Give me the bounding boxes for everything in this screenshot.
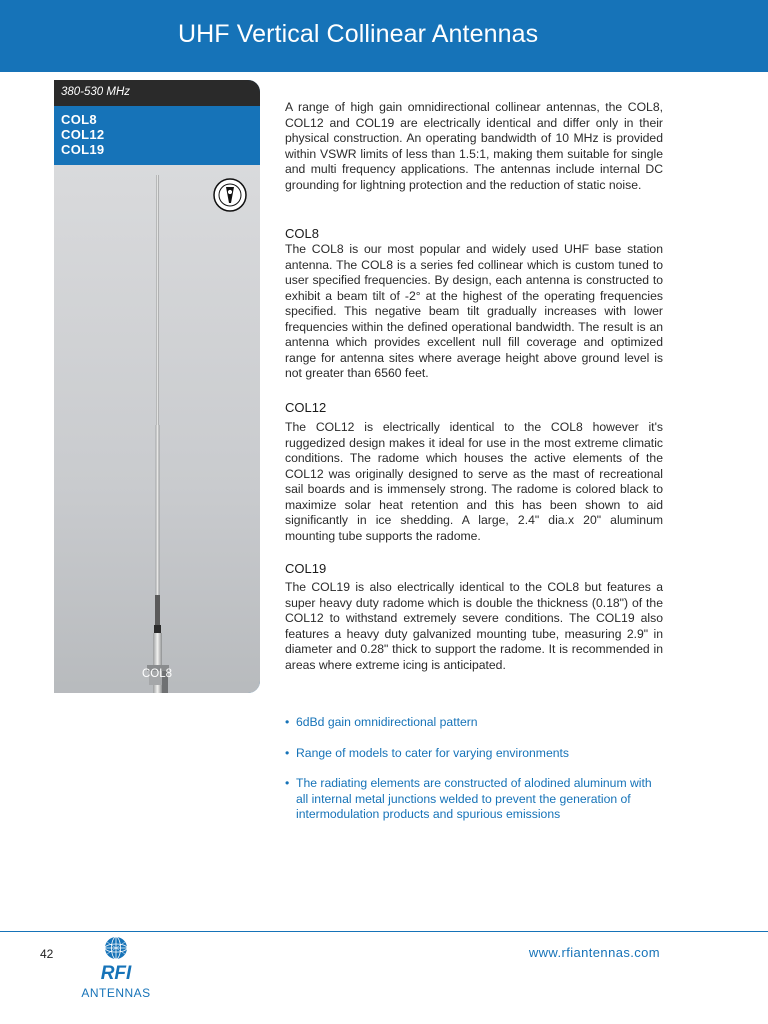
photo-caption: COL8 <box>141 668 173 680</box>
custom-tuned-stamp-icon <box>214 179 246 211</box>
section-body-col19: The COL19 is also electrically identical to the COL8 but features a super heavy duty radome which is double the thickness (0.18") of the COL12 to withstand extremely severe conditions. The COL19 also features a heavy duty galvanized mounting tube, measuring 2.9" in diameter and 0.28" thick to support the radome. It is recommended in areas where extreme icing is anticipated. <box>285 580 663 672</box>
feature-item: • Range of models to cater for varying environments <box>285 745 569 760</box>
svg-text:RFI: RFI <box>100 963 132 984</box>
antenna-photo <box>54 165 260 693</box>
footer-divider <box>0 931 768 932</box>
feature-item: • 6dBd gain omnidirectional pattern <box>285 715 478 729</box>
header-bar <box>0 0 768 72</box>
bullet: • <box>285 776 290 790</box>
feature-item: • The radiating elements are constructed of alodined aluminum with all internal metal junctions welded to prevent the generation of intermodulation products and spurious emissions <box>285 776 652 821</box>
section-body-col8: The COL8 is our most popular and widely used UHF base station antenna. The COL8 is a series fed collinear which is custom tuned to user specified frequencies. By design, each antenna is constructed to exhibit a beam tilt of -2° at the highest of the operating frequencies specified. This negative beam tilt gradually increases with lower frequencies within the defined operational bandwidth. The result is an antenna which provides excellent null fill coverage and optimized range for antenna sites where average height above ground level is not greater than 6560 feet. <box>285 242 663 380</box>
page-title: UHF Vertical Collinear Antennas <box>178 20 539 48</box>
model-col8: COL8 <box>61 112 97 127</box>
model-col12: COL12 <box>61 127 105 142</box>
feature-list <box>285 715 665 838</box>
section-body-col12: The COL12 is electrically identical to the COL8 however it's ruggedized design makes it ideal for use in the most extreme climatic conditions. The radome which houses the active elements of the COL12 was originally designed to serve as the mast of recreational sail boards and is immensely strong. The radome is colored black to maximize solar heat retention and this has been shown to aid significantly in ice shedding. A large, 2.4" dia.x 20" aluminum mounting tube supports the radome. <box>285 420 663 543</box>
intro-paragraph: A range of high gain omnidirectional collinear antennas, the COL8, COL12 and COL19 are electrically identical and differ only in their physical construction. An operating bandwidth of 10 MHz is provided within VSWR limits of less than 1.5:1, making them suitable for single and multi frequency applications. The antennas include internal DC grounding for lightning protection and the reduction of static noise. <box>285 100 663 192</box>
model-list <box>61 112 104 157</box>
section-heading-col12: COL12 <box>285 400 327 415</box>
product-sidebar <box>54 80 260 693</box>
section-heading-col19: COL19 <box>285 561 327 576</box>
frequency-range: 380-530 MHz <box>54 80 260 106</box>
svg-text:ANTENNAS: ANTENNAS <box>81 986 151 1000</box>
section-heading-col8: COL8 <box>285 226 319 241</box>
rfi-logo-icon <box>72 935 162 1001</box>
website-link[interactable]: www.rfiantennas.com <box>528 945 660 960</box>
model-col19: COL19 <box>61 142 105 157</box>
bullet: • <box>285 745 290 760</box>
bullet: • <box>285 715 290 729</box>
page-number: 42 <box>40 947 54 961</box>
